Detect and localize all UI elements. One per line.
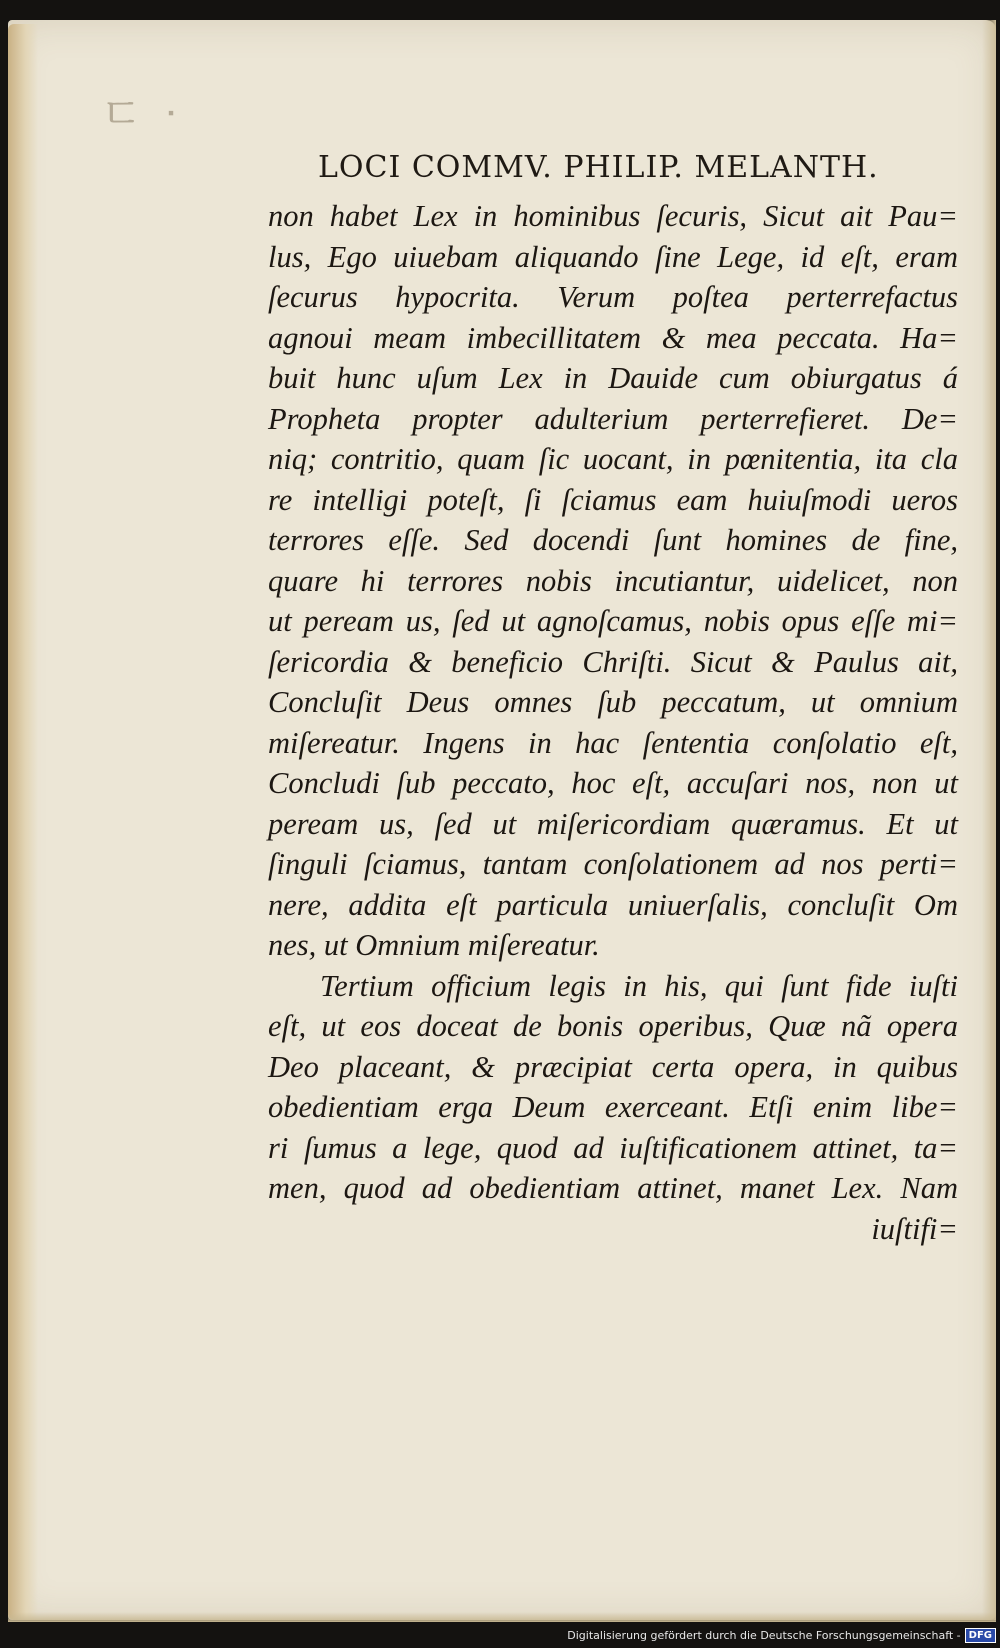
text-line: ſinguli ſciamus, tantam conſolationem ad nos perti= — [268, 847, 958, 881]
text-line: ſericordia & beneficio Chriſti. Sicut & Paulus ait, — [268, 644, 958, 679]
text-line: terrores eſſe. Sed docendi ſunt homines de fine, — [268, 523, 958, 557]
running-head: LOCI COMMV. PHILIP. MELANTH. — [318, 150, 879, 185]
text-line: Concluſit Deus omnes ſub peccatum, ut omnium — [268, 685, 958, 719]
text-line: ſecurus hypocrita. Verum poſtea perterrefactus — [268, 280, 958, 314]
footer-credit: Digitalisierung gefördert durch die Deutsche Forschungsgemeinschaft - — [567, 1628, 961, 1642]
text-line: Propheta propter adulterium perterrefieret. De= — [268, 401, 958, 436]
body-text — [268, 196, 958, 1249]
page-edge-left — [8, 24, 38, 1620]
text-line: agnoui meam imbecillitatem & mea peccata. Ha= — [268, 320, 958, 355]
text-line: nes, ut Omnium miſereatur. — [268, 928, 600, 962]
text-line: quare hi terrores nobis incutiantur, uidelicet, non — [268, 563, 958, 598]
text-line: Deo placeant, & præcipiat certa opera, in quibus — [268, 1049, 958, 1084]
text-line: Tertium officium legis in his, qui ſunt fide iuſti — [320, 968, 958, 1003]
text-line: miſereatur. Ingens in hac ſententia conſolatio eſt, — [268, 725, 958, 760]
text-line: nere, addita eſt particula uniuerſalis, concluſit Om — [268, 887, 958, 922]
text-line: buit hunc uſum Lex in Dauide cum obiurgatus á — [268, 361, 958, 395]
text-line: iuſtifi= — [871, 1211, 958, 1246]
page-edge-right — [982, 20, 996, 1620]
text-line: ri ſumus a lege, quod ad iuſtificationem attinet, ta= — [268, 1130, 958, 1165]
text-line: men, quod ad obedientiam attinet, manet Lex. Nam — [268, 1171, 958, 1205]
text-line: obedientiam erga Deum exerceant. Etſi enim libe= — [268, 1090, 958, 1124]
text-line: peream us, ſed ut miſericordiam quæramus. Et ut — [268, 806, 958, 841]
text-line: eſt, ut eos doceat de bonis operibus, Quæ nã opera — [268, 1009, 958, 1043]
text-line: non habet Lex in hominibus ſecuris, Sicut ait Pau= — [268, 199, 958, 233]
dfg-logo: DFG — [965, 1628, 996, 1643]
text-line: Concludi ſub peccato, hoc eſt, accuſari nos, non ut — [268, 766, 958, 800]
digitization-footer — [567, 1626, 996, 1644]
corner-mark: ㄷ ᐧ — [100, 89, 180, 140]
text-line: re intelligi poteſt, ſi ſciamus eam huiuſmodi ueros — [268, 482, 958, 517]
text-line: ut peream us, ſed ut agnoſcamus, nobis opus eſſe mi= — [268, 604, 958, 638]
text-line: lus, Ego uiuebam aliquando ſine Lege, id eſt, eram — [268, 239, 958, 274]
page-edge-bottom — [8, 1612, 996, 1622]
text-line: niq; contritio, quam ſic uocant, in pœnitentia, ita cla — [268, 442, 958, 476]
